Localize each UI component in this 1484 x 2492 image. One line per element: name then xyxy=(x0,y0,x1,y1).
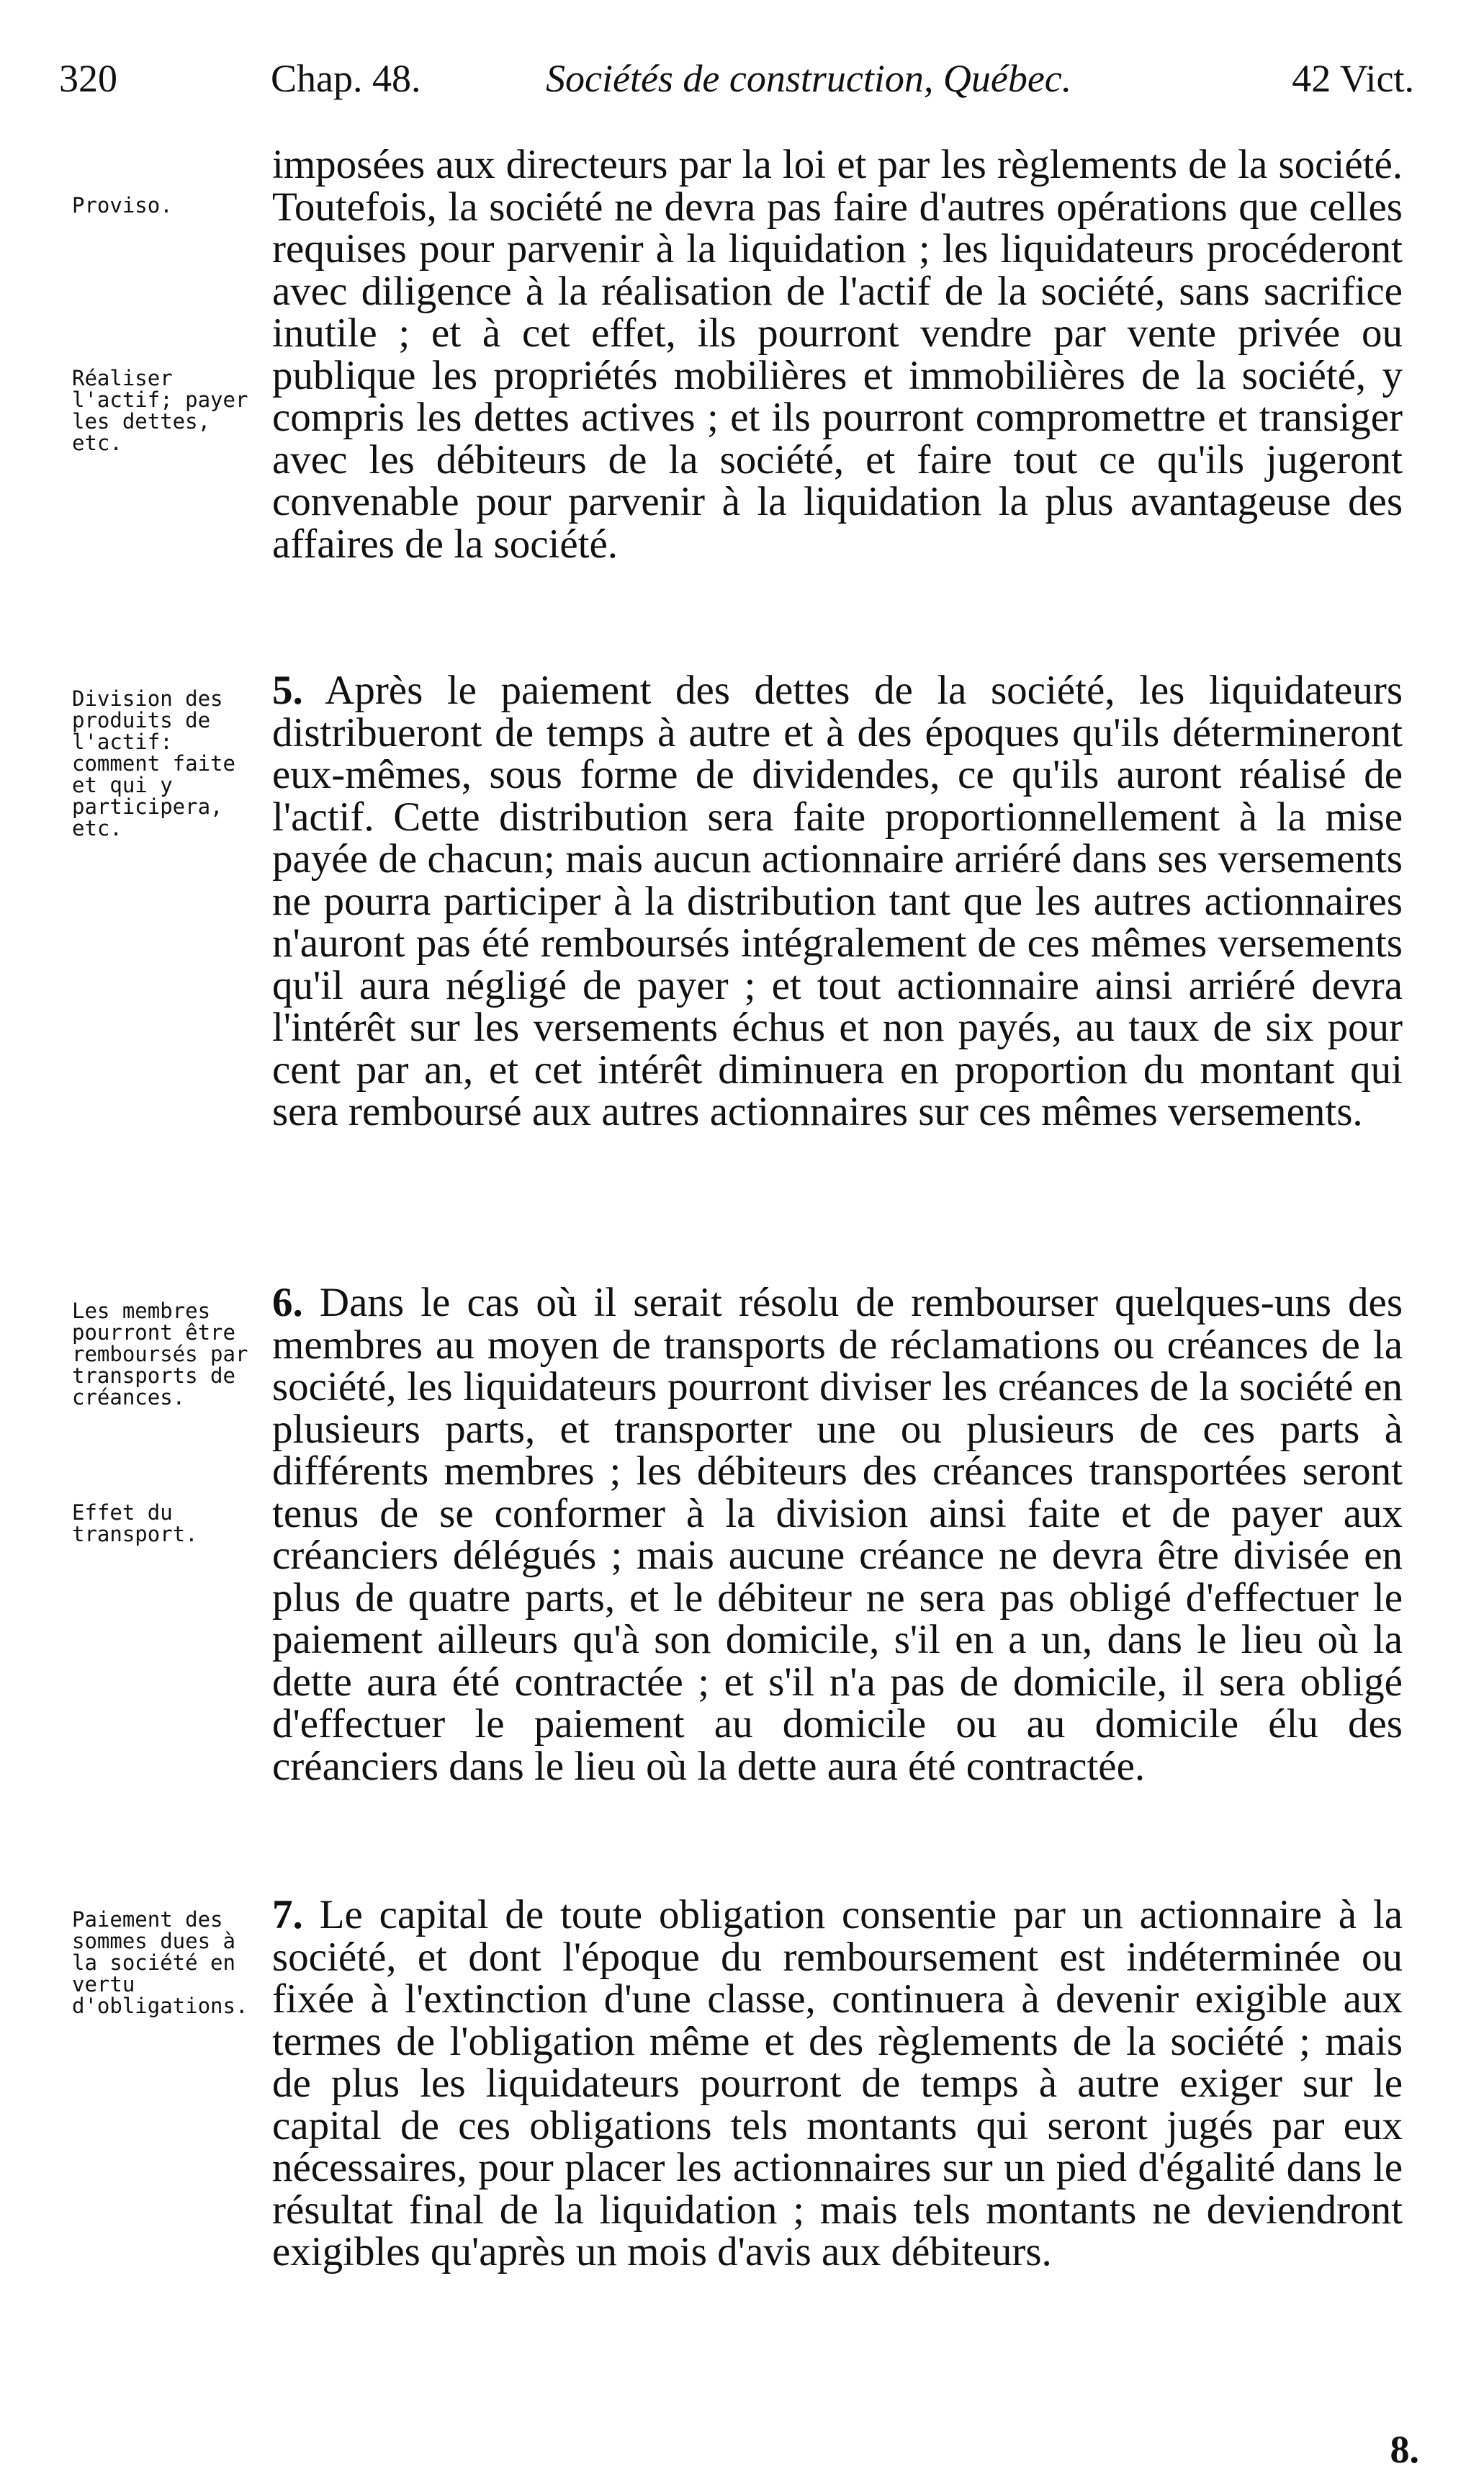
margin-note-proviso: Proviso. xyxy=(72,193,173,218)
section-text: Après le paiement des dettes de la société, les liquidateurs distribueront de temps à autre et à des époques qu'ils détermineront eux-mêmes, sous forme de dividendes, ce qu'ils auront réalisé de l'actif. Cette distribution sera faite proportionnellement à la mise payée de chacun; mais aucun actionnaire arriéré dans ses versements ne pourra participer à la distribution tant que les autres actionnaires n'auront pas été remboursés intégralement de ces mêmes versements qu'il aura négligé de payer ; et tout actionnaire ainsi arriéré devra l'intérêt sur les versements échus et non payés, au taux de six pour cent par an, et cet intérêt diminuera en proportion du montant qui sera remboursé aux autres actionnaires sur ces mêmes versements. xyxy=(272,668,1403,1134)
margin-note-paiement: Paiement des sommes dues à la société en vertu d'obligations. xyxy=(72,1907,248,2018)
regnal-year: 42 Vict. xyxy=(1292,57,1414,100)
section-5 xyxy=(272,670,1403,1134)
margin-note-effet: Effet du transport. xyxy=(72,1500,198,1546)
page-number: 320 xyxy=(59,57,117,100)
chapter-label: Chap. 48. xyxy=(271,57,421,100)
section-7 xyxy=(272,1894,1403,2274)
section-text: Le capital de toute obligation consentie par un actionnaire à la société, et dont l'époque du remboursement est indéterminée ou fixée à l'extinction d'une classe, continuera à devenir exigible aux termes de l'obligation même et des règlements de la société ; mais de plus les liquidateurs pourront de temps à autre exiger sur le capital de ces obligations tels montants qui seront jugés par eux nécessaires, pour placer les actionnaires sur un pied d'égalité dans le résultat final de la liquidation ; mais tels montants ne deviendront exigibles qu'après un mois d'avis aux débiteurs. xyxy=(272,1892,1403,2274)
running-header xyxy=(49,50,1414,115)
running-title: Sociétés de construction, Québec. xyxy=(546,57,1072,100)
section-number: 7. xyxy=(272,1892,303,1937)
section-number: 6. xyxy=(272,1280,303,1325)
margin-note-division: Division des produits de l'actif: comment faite et qui y participera, etc. xyxy=(72,686,235,841)
margin-note-membres: Les membres pourront être remboursés par transports de créances. xyxy=(72,1299,248,1409)
section-number: 5. xyxy=(272,668,303,713)
section-6 xyxy=(272,1282,1403,1788)
paragraph-continued: imposées aux directeurs par la loi et par les règlements de la société. Toutefois, la société ne devra pas faire d'autres opérations que celles requises pour parvenir à la liquidation ; les liquidateurs procéderont avec diligence à la réalisation de l'actif de la société, sans sacrifice inutile ; et à cet effet, ils pourront vendre par vente privée ou publique les propriétés mobilières et immobilières de la société, y compris les dettes actives ; et ils pourront compromettre et transiger avec les débiteurs de la société, et faire tout ce qu'ils jugeront convenable pour parvenir à la liquidation la plus avantageuse des affaires de la société. xyxy=(272,142,1403,567)
margin-note-realiser: Réaliser l'actif; payer les dettes, etc. xyxy=(72,366,248,455)
section-text: Dans le cas où il serait résolu de rembourser quelques-uns des membres au moyen de transports de réclamations ou créances de la société, les liquidateurs pourront diviser les créances de la société en plusieurs parts, et transporter une ou plusieurs de ces parts à différents membres ; les débiteurs des créances transportées seront tenus de se conformer à la division ainsi faite et de payer aux créanciers délégués ; mais aucune créance ne devra être divisée en plus de quatre parts, et le débiteur ne sera pas obligé d'effectuer le paiement ailleurs qu'à son domicile, s'il en a un, dans le lieu où la dette aura été contractée ; et s'il n'a pas de domicile, il sera obligé d'effectuer le paiement au domicile ou au domicile élu des créanciers dans le lieu où la dette aura été contractée. xyxy=(272,1280,1403,1789)
catchword: 8. xyxy=(1390,2428,1419,2471)
